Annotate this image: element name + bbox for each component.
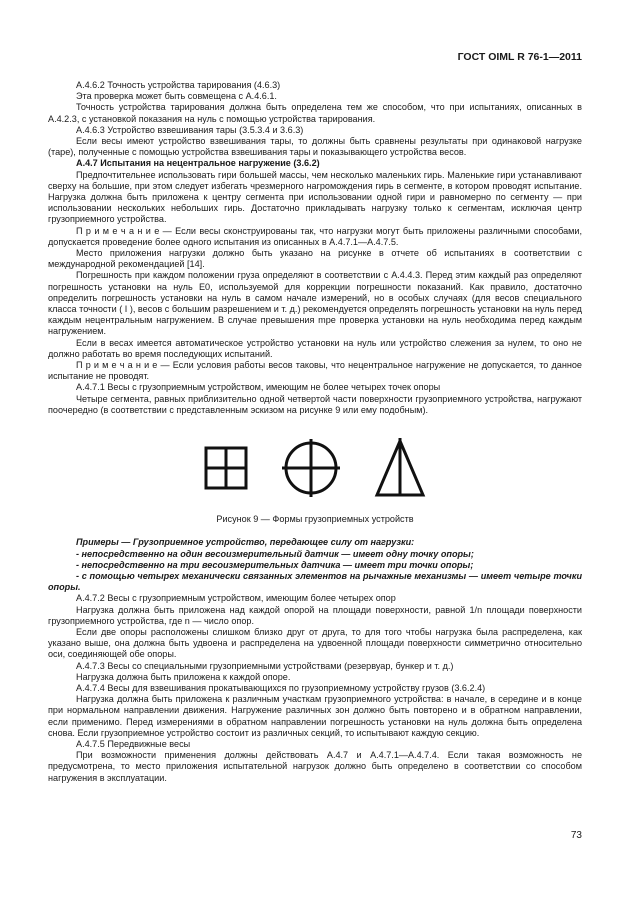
paragraph-bottom-3: A.4.7.3 Весы со специальными грузоприемными устройствами (резервуар, бункер и т. д.): [76, 660, 454, 671]
paragraph-4: Если весы имеют устройство взвешивания тары, то должны быть сравнены результаты при одинаковой нагрузке (таре), полученные с помощью устройства взвешивания тары и показывающего устройства весов.: [48, 136, 582, 158]
paragraph-10: Если в весах имеется автоматическое устройство установки на нуль или устройство слежения за нулем, то оно не должно работать во время последующих испытаний.: [48, 337, 582, 359]
paragraph-0: A.4.6.2 Точность устройства тарирования (4.6.3): [76, 80, 281, 90]
paragraph-8: Место приложения нагрузки должно быть указано на рисунке в отчете об испытаниях в соответствии с международной рекомендацией [14].: [48, 248, 582, 270]
section-bottom: [48, 593, 582, 783]
paragraph-bottom-2: Если две опоры расположены слишком близко друг от друга, то для того чтобы нагрузка была распределена, как указано выше, она должна быть удвоена и распределена на удвоенной площади поверхности симметрично относительно оси, соединяющей обе опоры.: [48, 626, 582, 660]
triangle-platform-icon: [374, 438, 426, 498]
example-line-2: - непосредственно на три весоизмерительных датчика — имеет три точки опоры;: [76, 559, 474, 570]
round-platform-icon: [282, 439, 340, 497]
page-number: 73: [570, 830, 582, 841]
square-platform-icon: [204, 446, 248, 490]
paragraph-bottom-4: Нагрузка должна быть приложена к каждой опоре.: [76, 671, 291, 682]
document-id: ГОСТ OIML R 76-1—2011: [457, 51, 582, 63]
section-top: [48, 80, 582, 416]
paragraph-6: Предпочтительнее использовать гири большей массы, чем несколько маленьких гирь. Маленькие гири устанавливают сверху на большие, при этом следует избегать чрезмерного нагромождения гирь в сегменте, в котором проводят испытание. Нагрузка должна быть приложена к центру сегмента при использовании одной гири и равномерно по сегменту — при использовании нескольких небольших гирь. Достаточно прикладывать нагрузку только к сегментам, исключая центр грузоприемного устройства.: [48, 169, 582, 225]
example-line-1: - непосредственно на один весоизмерительный датчик — имеет одну точку опоры;: [76, 548, 474, 559]
paragraph-bottom-6: Нагрузка должна быть приложена к различным участкам грузоприемного устройства: в начале, в середине и в конце при нормальном направлении движения. Нагружение различных зон должно быть повторено и в обратном направлении, если применимо. Перед измерениями в обратном направлении погрешность установки на нуль должна быть определена снова. Если грузоприемное устройство состоит из различных секций, то испытывают каждую секцию.: [48, 694, 582, 738]
paragraph-7: П р и м е ч а н и е — Если весы сконструированы так, что нагрузки могут быть приложены различными способами, допускается проведение более одного испытания из описанных в A.4.7.1—A.4.7.5.: [48, 225, 582, 247]
paragraph-5: A.4.7 Испытания на нецентральное нагружение (3.6.2): [76, 158, 320, 169]
figure-caption: Рисунок 9 — Формы грузоприемных устройств: [216, 514, 414, 525]
paragraph-bottom-1: Нагрузка должна быть приложена над каждой опорой на площади поверхности, равной 1/n площади поверхности грузоприемного устройства, где n — число опор.: [48, 604, 582, 626]
example-line-3: - с помощью четырех механически связанных элементов на рычажные механизмы — имеет четыре точки опоры.: [48, 570, 582, 593]
paragraph-bottom-8: При возможности применения должны действовать A.4.7 и A.4.7.1—A.4.7.4. Если такая возможность не предусмотрена, то место приложения испытательной нагрузок должно быть определено в соответствии со способом нагружения в эксплуатации.: [48, 750, 582, 783]
paragraph-2: Точность устройства тарирования должна быть определена тем же способом, что при испытаниях, описанных в A.4.2.3, с установкой показания на нуль с помощью устройства тарирования.: [48, 102, 582, 124]
paragraph-1: Эта проверка может быть совмещена с A.4.6.1.: [76, 91, 277, 102]
paragraph-13: Четыре сегмента, равных приблизительно одной четвертой части поверхности грузоприемного устройства, нагружают поочередно (в соответствии с представленным эскизом на рисунке 9 или ему подобным).: [48, 393, 582, 415]
example-line-0: Примеры — Грузоприемное устройство, передающее силу от нагрузки:: [76, 537, 415, 548]
paragraph-9: Погрешность при каждом положении груза определяют в соответствии с A.4.4.3. Перед этим каждый раз определяют погрешность установки на нуль E0, используемой для коррекции погрешности показаний. Как правило, достаточно определить погрешность установки на нуль в самом начале измерений, но в особых случаях (для весов специального класса точности ( I ), весов с большим разрешением и т. д.) рекомендуется определять погрешность установки на нуль перед каждым нецентральным нагружением. В случае превышения mpe проверка установки на нуль необходима перед каждым нагружением.: [48, 270, 582, 337]
document-body: [48, 80, 582, 784]
figure-9: [48, 428, 582, 508]
paragraph-bottom-7: A.4.7.5 Передвижные весы: [76, 738, 191, 749]
paragraph-12: A.4.7.1 Весы с грузоприемным устройством, имеющим не более четырех точек опоры: [76, 382, 441, 393]
examples-block: [48, 537, 582, 593]
paragraph-bottom-5: A.4.7.4 Весы для взвешивания прокатывающихся по грузоприемному устройству грузов (3.6.2.4): [76, 682, 486, 693]
paragraph-11: П р и м е ч а н и е — Если условия работы весов таковы, что нецентральное нагружение не допускается, то данное испытание не проводят.: [48, 360, 582, 382]
paragraph-bottom-0: A.4.7.2 Весы с грузоприемным устройством, имеющим более четырех опор: [76, 593, 396, 604]
paragraph-3: A.4.6.3 Устройство взвешивания тары (3.5.3.4 и 3.6.3): [76, 124, 304, 135]
